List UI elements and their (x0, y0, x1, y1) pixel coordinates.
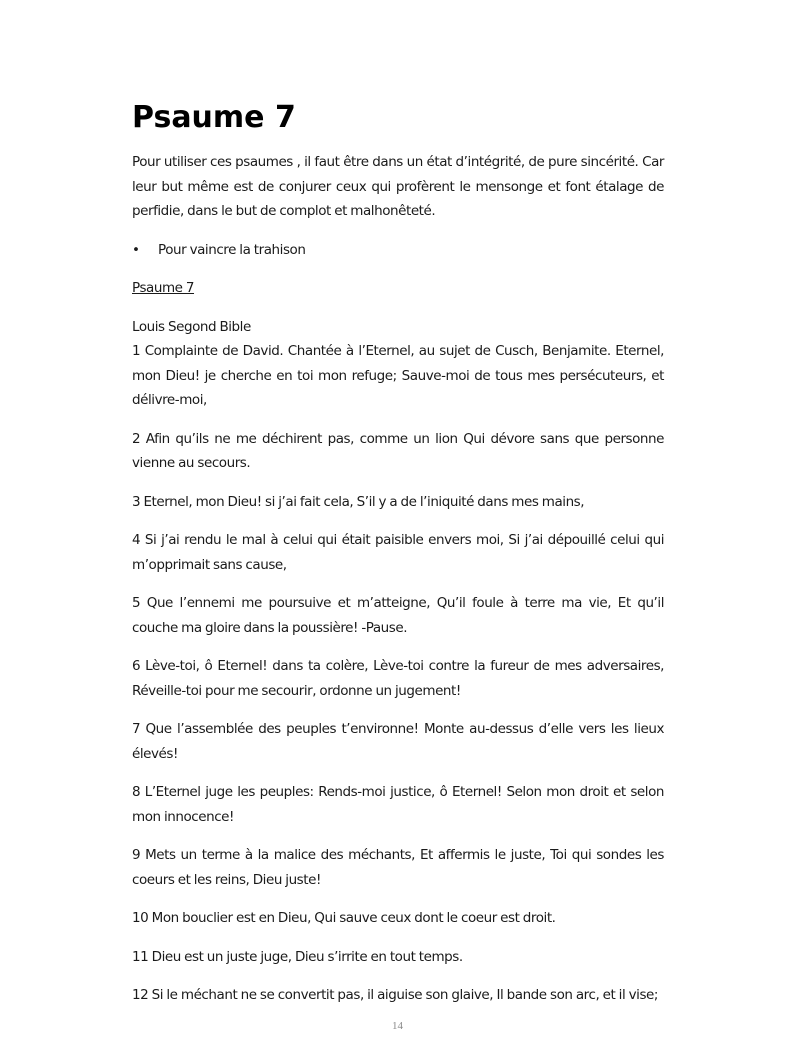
page-title: Psaume 7 (132, 100, 296, 135)
verse-paragraph: 11 Dieu est un juste juge, Dieu s’irrite en tout temps. (132, 948, 463, 965)
verse-paragraph: 7 Que l’assemblée des peuples t’environne! Monte au-dessus d’elle vers les lieux élevés! (132, 721, 664, 762)
verse-paragraph: 5 Que l’ennemi me poursuive et m’atteigne, Qu’il foule à terre ma vie, Et qu’il couche ma gloire dans la poussière! -Pause. (132, 595, 664, 636)
verse-paragraph: 4 Si j’ai rendu le mal à celui qui était paisible envers moi, Si j’ai dépouillé celui qui m’opprimait sans cause, (132, 532, 664, 573)
verse-paragraph: 8 L’Eternel juge les peuples: Rends-moi justice, ô Eternel! Selon mon droit et selon mon innocence! (132, 784, 664, 825)
source-label: Louis Segond Bible (132, 318, 251, 335)
verse-paragraph: 2 Afin qu’ils ne me déchirent pas, comme un lion Qui dévore sans que personne vienne au secours. (132, 430, 664, 471)
verse-paragraph: 10 Mon bouclier est en Dieu, Qui sauve ceux dont le coeur est droit. (132, 910, 556, 926)
bullet-marker: • (132, 241, 140, 258)
intro-paragraph: Pour utiliser ces psaumes , il faut être dans un état d’intégrité, de pure sincérité. Car leur but même est de conjurer ceux qui profèrent le mensonge et font étalage de perfidie, dans le but de complot et malhonêteté. (132, 154, 664, 219)
document-body (132, 150, 664, 1022)
bullet-item (132, 238, 664, 263)
page-number: 14 (392, 1020, 403, 1032)
bullet-text: Pour vaincre la trahison (158, 241, 306, 258)
verse-list (132, 339, 664, 1008)
verse-paragraph: 12 Si le méchant ne se convertit pas, il aiguise son glaive, Il bande son arc, et il vise; (132, 987, 658, 1003)
psalm-link-paragraph (132, 276, 664, 301)
verse-paragraph: 6 Lève-toi, ô Eternel! dans ta colère, Lève-toi contre la fureur de mes adversaires, Réveille-toi pour me secourir, ordonne un jugement! (132, 658, 664, 699)
verse-paragraph: 9 Mets un terme à la malice des méchants, Et affermis le juste, Toi qui sondes les coeurs et les reins, Dieu juste! (132, 847, 664, 888)
psalm-link[interactable]: Psaume 7 (132, 280, 195, 296)
verse-paragraph: 3 Eternel, mon Dieu! si j’ai fait cela, S’il y a de l’iniquité dans mes mains, (132, 493, 585, 510)
verse-paragraph: 1 Complainte de David. Chantée à l’Eternel, au sujet de Cusch, Benjamite. Eternel, mon Dieu! je cherche en toi mon refuge; Sauve-moi de tous mes persécuteurs, et délivre-moi, (132, 343, 664, 408)
